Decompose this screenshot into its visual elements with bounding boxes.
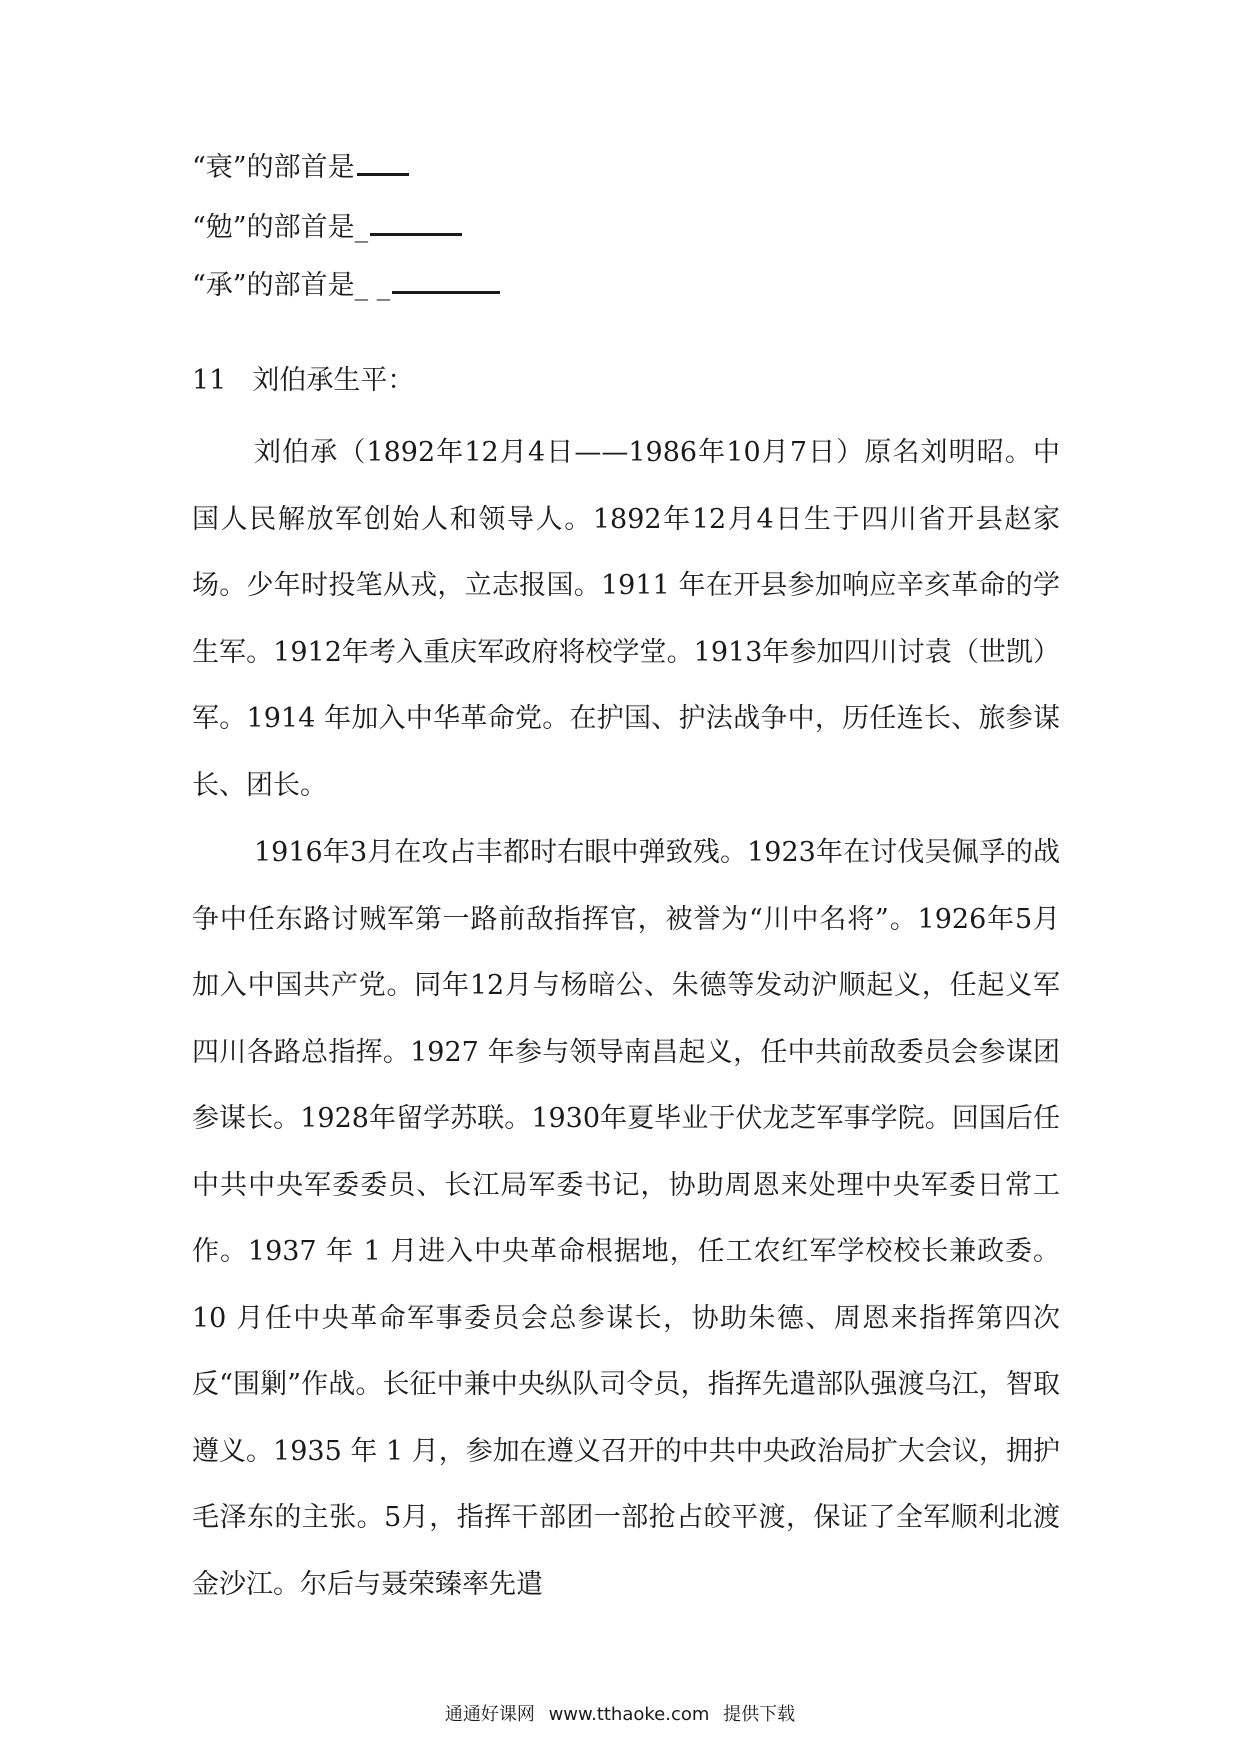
section-title: 刘伯承生平：: [252, 365, 415, 396]
footer-url[interactable]: www.tthaoke.com: [548, 1704, 710, 1725]
biography-paragraph: 1916年3月在攻占丰都时右眼中弹致残。1923年在讨伐吴佩孚的战争中任东路讨贼军第一路前敌指挥官，被誉为“川中名将”。1926年5月加入中国共产党。同年12月与杨暗公、朱德等发动沪顺起义，任起义军四川各路总指挥。1927 年参与领导南昌起义，任中共前敌委员会参谋团参谋长。1928年留学苏联。1930年夏毕业于伏龙芝军事学院。回国后任中共中央军委委员、长江局军委书记，协助周恩来处理中央军委日常工作。1937 年 1 月进入中央革命根据地，任工农红军学校校长兼政委。10 月任中央革命军事委员会总参谋长，协助朱德、周恩来指挥第四次反“围剿”作战。长征中兼中央纵队司令员，指挥先遣部队强渡乌江，智取遵义。1935 年 1 月，参加在遵义召开的中共中央政治局扩大会议，拥护毛泽东的主张。5月，指挥干部团一部抢占皎平渡，保证了全军顺利北渡金沙江。尔后与聂荣臻率先遣: [192, 837, 1060, 1600]
question-line-1: [192, 145, 409, 188]
section-heading: [192, 361, 414, 401]
question-text: “勉”的部首是_: [192, 212, 369, 243]
answer-blank[interactable]: [370, 205, 462, 236]
answer-blank[interactable]: [392, 263, 500, 294]
answer-blank[interactable]: [357, 145, 409, 176]
biography-paragraph: 刘伯承（1892年12月4日——1986年10月7日）原名刘明昭。中国人民解放军创始人和领导人。1892年12月4日生于四川省开县赵家场。少年时投笔从戎，立志报国。1911 年在开县参加响应辛亥革命的学生军。1912年考入重庆军政府将校学堂。1913年参加四川讨袁（世凯）军。1914 年加入中华革命党。在护国、护法战争中，历任连长、旅参谋长、团长。: [192, 437, 1060, 801]
question-text: “衰”的部首是: [192, 152, 355, 183]
question-line-2: [192, 205, 462, 248]
question-line-3: [192, 263, 508, 306]
page-footer: [0, 1700, 1240, 1726]
question-text: “承”的部首是_ _: [192, 270, 391, 301]
section-number: 11: [192, 365, 227, 396]
footer-note: 提供下载: [723, 1704, 796, 1725]
footer-site-name: 通通好课网: [444, 1704, 535, 1725]
